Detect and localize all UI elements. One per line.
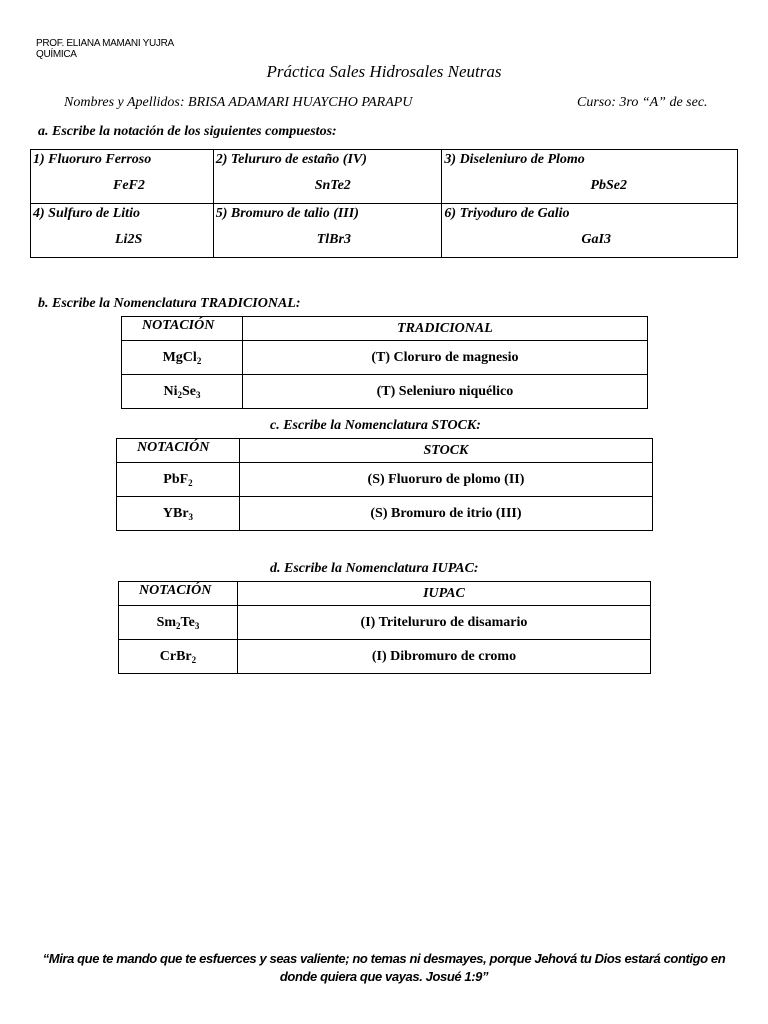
compound-name: 4) Sulfuro de Litio <box>33 206 140 221</box>
column-header-traditional: TRADICIONAL <box>242 317 647 341</box>
compound-formula: GaI3 <box>581 232 611 247</box>
table-row <box>122 375 648 409</box>
grid-cell <box>213 204 442 258</box>
grid-cell <box>442 150 738 204</box>
compound-name: 3) Diseleniuro de Plomo <box>444 152 585 167</box>
compound-formula: FeF2 <box>113 178 145 193</box>
grid-row <box>31 204 738 258</box>
table-header-row <box>122 317 648 341</box>
student-name: Nombres y Apellidos: BRISA ADAMARI HUAYCHO PARAPU <box>64 95 413 110</box>
formula-cell: $Ni_2Se_3$ <box>122 375 243 409</box>
section-c-title: c. Escribe la Nomenclatura STOCK: <box>270 418 481 433</box>
table-row <box>119 606 651 640</box>
course-label: Curso: 3ro “A” de sec. <box>577 95 708 110</box>
column-header-stock: STOCK <box>239 439 652 463</box>
name-cell: (I) Dibromuro de cromo <box>237 640 650 674</box>
column-header-notation: NOTACIÓN <box>117 439 240 463</box>
name-cell: (I) Tritelururo de disamario <box>237 606 650 640</box>
table-row <box>119 640 651 674</box>
grid-cell <box>442 204 738 258</box>
column-header-notation: NOTACIÓN <box>122 317 243 341</box>
table-header-row <box>119 582 651 606</box>
compound-name: 6) Triyoduro de Galio <box>444 206 570 221</box>
compound-name: 1) Fluoruro Ferroso <box>33 152 152 167</box>
compound-formula: TlBr3 <box>316 232 351 247</box>
traditional-table <box>121 316 648 409</box>
page-title: Práctica Sales Hidrosales Neutras <box>266 62 502 81</box>
compound-formula: SnTe2 <box>314 178 351 193</box>
table-header-row <box>117 439 653 463</box>
grid-row <box>31 150 738 204</box>
quote-line: donde quiera que vayas. Josué 1:9” <box>279 969 489 984</box>
iupac-table <box>118 581 651 674</box>
teacher-header <box>36 38 174 60</box>
name-cell: (S) Bromuro de itrio (III) <box>239 497 652 531</box>
name-cell: (T) Seleniuro niquélico <box>242 375 647 409</box>
section-d-title: d. Escribe la Nomenclatura IUPAC: <box>270 561 479 576</box>
formula-cell: MgCl$_2$ <box>122 341 243 375</box>
stock-table <box>116 438 653 531</box>
formula-cell: CrBr$_2$ <box>119 640 238 674</box>
table-row <box>117 463 653 497</box>
subject-name: QUÍMICA <box>36 49 77 60</box>
section-b-title: b. Escribe la Nomenclatura TRADICIONAL: <box>38 296 301 311</box>
notation-grid <box>30 149 738 258</box>
footer-quote <box>30 950 738 986</box>
section-a-title: a. Escribe la notación de los siguientes compuestos: <box>38 124 337 139</box>
name-cell: (T) Cloruro de magnesio <box>242 341 647 375</box>
compound-name: 2) Telururo de estaño (IV) <box>215 152 367 167</box>
column-header-notation: NOTACIÓN <box>119 582 238 606</box>
grid-cell <box>31 204 214 258</box>
professor-name: PROF. ELIANA MAMANI YUJRA <box>36 38 174 49</box>
name-cell: (S) Fluoruro de plomo (II) <box>239 463 652 497</box>
formula-cell: YBr$_3$ <box>117 497 240 531</box>
compound-formula: Li2S <box>115 232 143 247</box>
grid-cell <box>31 150 214 204</box>
formula-cell: $Sm_2Te_3$ <box>119 606 238 640</box>
grid-cell <box>213 150 442 204</box>
table-row <box>122 341 648 375</box>
column-header-iupac: IUPAC <box>237 582 650 606</box>
quote-line: “Mira que te mando que te esfuerces y seas valiente; no temas ni desmayes, porque Jehová tu Dios estará contigo en <box>42 951 726 966</box>
formula-cell: PbF$_2$ <box>117 463 240 497</box>
compound-formula: PbSe2 <box>590 178 627 193</box>
compound-name: 5) Bromuro de talio (III) <box>215 206 359 221</box>
table-row <box>117 497 653 531</box>
